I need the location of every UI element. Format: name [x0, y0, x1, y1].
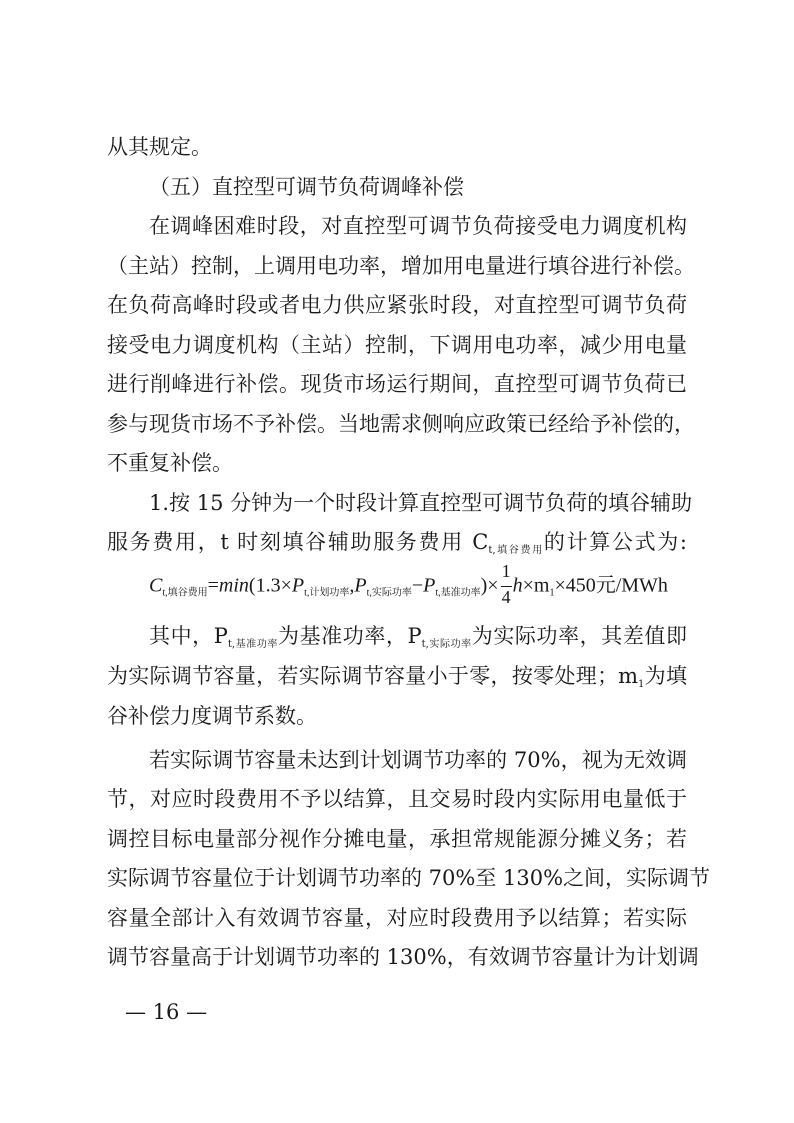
paragraph-line: 谷补偿力度调节系数。	[107, 704, 317, 728]
paragraph-line: 参与现货市场不予补偿。当地需求侧响应政策已经给予补偿的，	[107, 412, 695, 436]
paragraph-line: 节，对应时段费用不予以结算，且交易时段内实际用电量低于	[107, 787, 687, 811]
paragraph-line: 不重复补偿。	[107, 451, 233, 475]
paragraph-line: 调节容量高于计划调节功率的 130%，有效调节容量计为计划调	[107, 945, 699, 969]
paragraph-line: 接受电力调度机构（主站）控制，下调用电功率，减少用电量	[107, 333, 687, 357]
paragraph-line: 为实际调节容量，若实际调节容量小于零，按零处理；$m_1$为填	[107, 664, 687, 690]
paragraph-line: 从其规定。	[107, 135, 212, 159]
formula: $C_{t,填谷费用}=\min(1.3\times P_{t,计划功率},P_{t,实际功率}-P_{t,基准功率})\times$ $\frac{1}{4}$ $h\times m_1\times 450$元/MWh	[149, 561, 668, 607]
paragraph-line: 实际调节容量位于计划调节功率的 70%至 130%之间，实际调节	[107, 866, 711, 890]
page-number: — 16 —	[125, 1000, 208, 1024]
paragraph-line: 1.按 15 分钟为一个时段计算直控型可调节负荷的填谷辅助	[149, 491, 693, 515]
paragraph-line: 进行削峰进行补偿。现货市场运行期间，直控型可调节负荷已	[107, 372, 687, 396]
paragraph-line: 服务费用，t 时刻填谷辅助服务费用 $C_{t,填谷费用}$的计算公式为:	[107, 530, 688, 556]
paragraph-line: 容量全部计入有效调节容量，对应时段费用予以结算；若实际	[107, 906, 687, 930]
fraction: $\frac{1}{4}$	[501, 561, 511, 607]
paragraph-line: 调控目标电量部分视作分摊电量，承担常规能源分摊义务；若	[107, 827, 687, 851]
section-heading: （五）直控型可调节负荷调峰补偿	[149, 175, 464, 199]
paragraph-line: 若实际调节容量未达到计划调节功率的 70%，视为无效调	[149, 748, 687, 772]
paragraph-line: 在调峰困难时段，对直控型可调节负荷接受电力调度机构	[149, 214, 687, 238]
paragraph-line: 其中，$P_{t,基准功率}$为基准功率，$P_{t,实际功率}$为实际功率，其差值即	[149, 624, 688, 650]
paragraph-line: （主站）控制，上调用电功率，增加用电量进行填谷进行补偿。	[107, 254, 695, 278]
paragraph-line: 在负荷高峰时段或者电力供应紧张时段，对直控型可调节负荷	[107, 293, 687, 317]
